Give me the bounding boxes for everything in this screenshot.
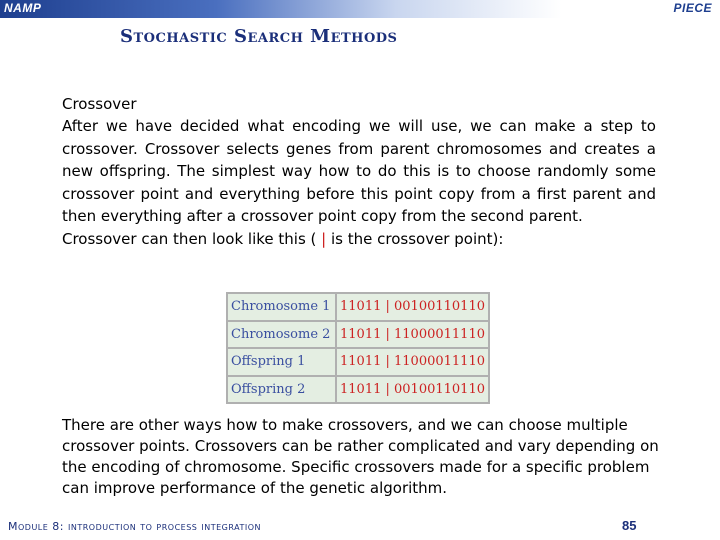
header-left-label: NAMP — [4, 1, 42, 15]
row-name: Chromosome 1 — [228, 294, 335, 320]
row-code: 11011 | 11000011110 — [337, 349, 488, 375]
row-code: 11011 | 00100110110 — [337, 294, 488, 320]
line-text-post: is the crossover point): — [326, 229, 504, 248]
table-row — [228, 377, 488, 403]
row-code: 11011 | 00100110110 — [337, 377, 488, 403]
footer-module-label: Module 8: introduction to process integration — [8, 520, 261, 533]
row-name: Chromosome 2 — [228, 322, 335, 348]
page-number: 85 — [622, 518, 637, 533]
header-bar — [0, 0, 720, 18]
table-row — [228, 322, 488, 348]
slide-content — [62, 94, 656, 250]
section-heading: Crossover — [62, 95, 137, 113]
table-row — [228, 294, 488, 320]
table-row — [228, 349, 488, 375]
crossover-bar-symbol: | — [321, 229, 327, 248]
paragraph-crossover: After we have decided what encoding we will use, we can make a step to crossover. Crossover selects genes from parent chromosomes and creates a new offspring. The simplest way how to do this is to choose randomly some crossover point and everything before this point copy from a first parent and then everything after a crossover point copy from the second parent. — [62, 117, 656, 225]
paragraph-other-ways: There are other ways how to make crossovers, and we can choose multiple crossover points. Crossovers can be rather complicated and vary depending on the encoding of chromosome. Specific crossovers made for a specific problem can improve performance of the genetic algorithm. — [62, 416, 659, 497]
row-code: 11011 | 11000011110 — [337, 322, 488, 348]
slide-title: Stochastic Search Methods — [120, 26, 398, 47]
row-name: Offspring 2 — [228, 377, 335, 403]
row-name: Offspring 1 — [228, 349, 335, 375]
header-right-label: PIECE — [673, 1, 712, 15]
crossover-example-line — [62, 228, 656, 250]
line-text-pre: Crossover can then look like this ( — [62, 229, 322, 248]
crossover-table — [226, 292, 490, 404]
